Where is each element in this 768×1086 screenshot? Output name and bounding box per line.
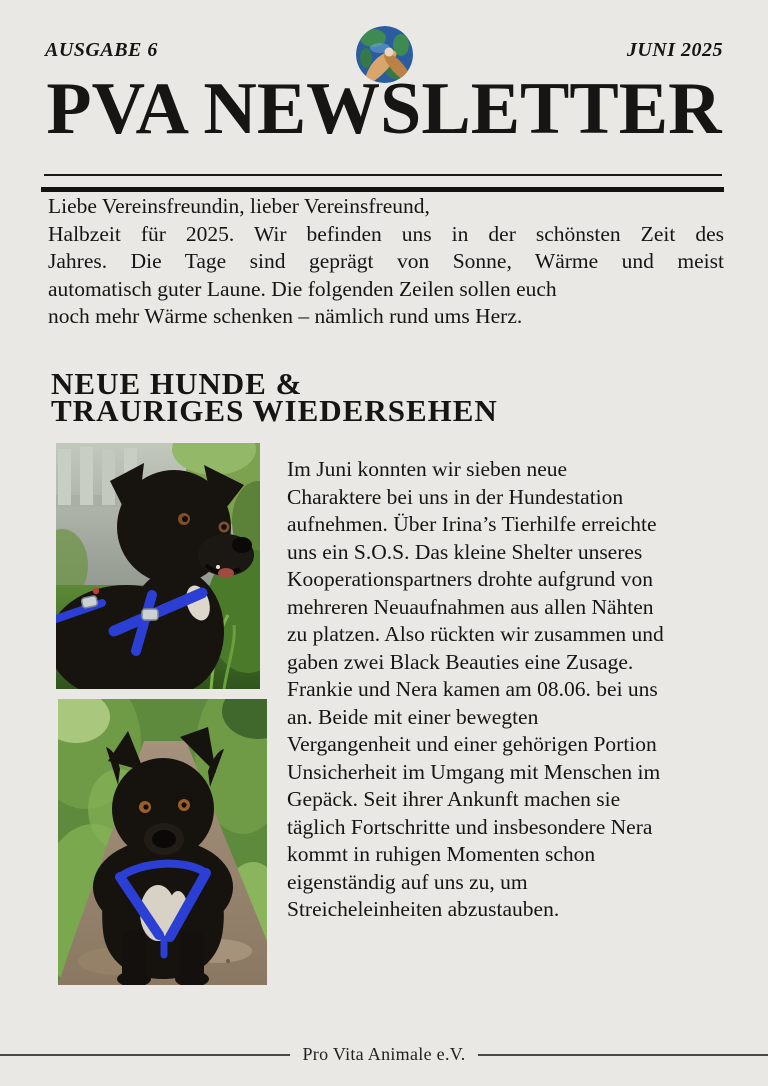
body-text-line: eigenständig auf uns zu, um: [287, 869, 528, 894]
intro-line: automatisch guter Laune. Die folgenden Zeilen sollen euch: [48, 276, 557, 301]
thin-divider-rule: [44, 174, 722, 176]
footer-right-rule: [478, 1054, 768, 1056]
body-text-line: Vergangenheit und einer gehörigen Portion: [287, 732, 657, 756]
body-text-line: Streicheleinheiten abzustauben.: [287, 897, 560, 921]
body-text-line: uns ein S.O.S. Das kleine Shelter unseres: [287, 539, 643, 564]
intro-line: Jahres. Die Tage sind geprägt von Sonne, Wärme und meist: [48, 249, 724, 273]
footer-left-rule: [0, 1054, 290, 1056]
intro-paragraph: [48, 193, 724, 331]
body-text-line: Unsicherheit im Umgang mit Menschen im: [287, 759, 661, 784]
body-text-line: Gepäck. Seit ihrer Ankunft machen sie: [287, 787, 621, 811]
black-dog-lying-in-grass-photo: [56, 443, 260, 689]
body-text-line: aufnehmen. Über Irina’s Tierhilfe erreichte: [287, 512, 657, 536]
body-text-line: zu platzen. Also rückten wir zusammen und: [287, 622, 664, 646]
body-text-line: Frankie und Nera kamen am 08.06. bei uns: [287, 677, 658, 701]
intro-line: Halbzeit für 2025. Wir befinden uns in der schönsten Zeit des: [48, 221, 724, 246]
article-body-text: [287, 456, 747, 924]
footer: [0, 1044, 768, 1065]
section-heading: [51, 366, 498, 428]
body-text-line: Im Juni konnten wir sieben neue: [287, 457, 568, 481]
body-text-line: mehreren Neuaufnahmen aus allen Nähten: [287, 594, 654, 619]
body-text-line: täglich Fortschritte und insbesondere Nera: [287, 814, 653, 839]
organization-name: Pro Vita Animale e.V.: [302, 1044, 466, 1064]
black-dog-standing-on-path-photo: [58, 699, 267, 985]
body-text-line: kommt in ruhigen Momenten schon: [287, 842, 596, 866]
section-heading-line: NEUE HUNDE &: [51, 366, 303, 401]
section-heading-line: TRAURIGES WIEDERSEHEN: [51, 393, 498, 428]
thick-divider-rule: [41, 187, 724, 192]
issue-label: AUSGABE 6: [45, 39, 158, 61]
body-text-line: gaben zwei Black Beauties eine Zusage.: [287, 649, 634, 674]
intro-line: noch mehr Wärme schenken – nämlich rund ums Herz.: [48, 304, 523, 328]
newsletter-title: PVA NEWSLETTER: [46, 68, 722, 150]
date-label: JUNI 2025: [626, 39, 723, 61]
body-text-line: Charaktere bei uns in der Hundestation: [287, 484, 624, 509]
body-text-line: an. Beide mit einer bewegten: [287, 704, 539, 729]
intro-line: Liebe Vereinsfreundin, lieber Vereinsfreund,: [48, 194, 430, 218]
body-text-line: Kooperationspartners drohte aufgrund von: [287, 567, 653, 591]
